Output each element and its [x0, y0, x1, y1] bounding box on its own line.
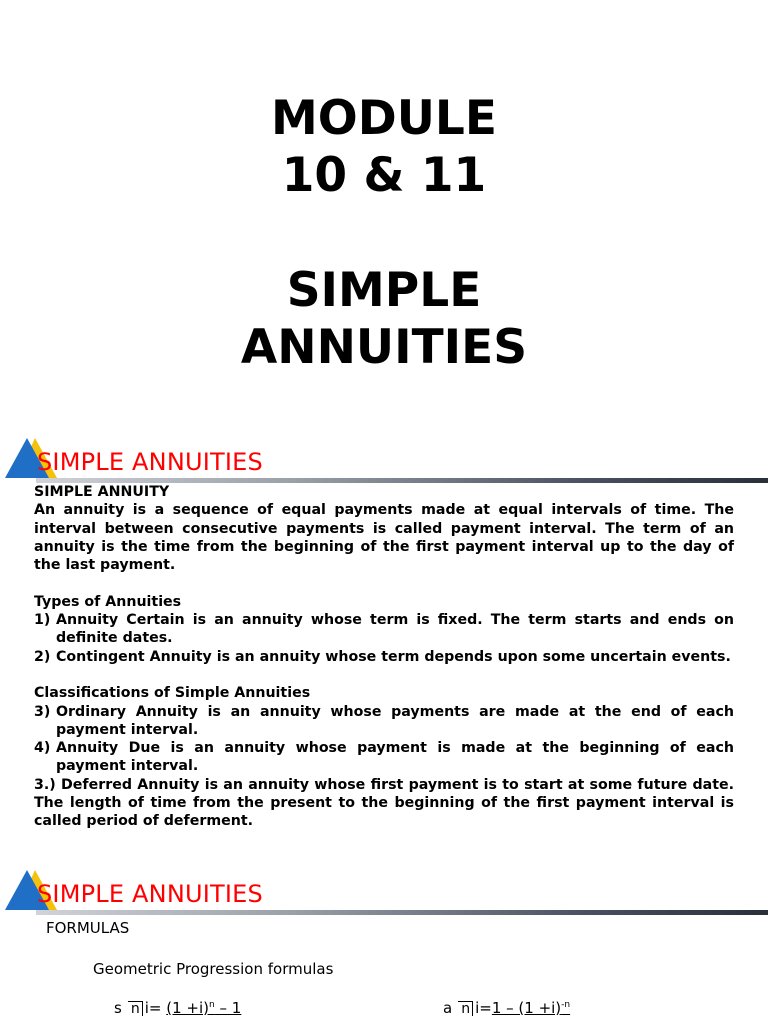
title-slide [0, 0, 768, 430]
formulas-label: FORMULAS [46, 919, 130, 937]
present-value-formula: a n $i=1 - (1 +i)^{-n}$ [443, 999, 571, 1017]
slide-body [34, 483, 734, 831]
section-heading: SIMPLE ANNUITY [34, 484, 170, 500]
types-heading: Types of Annuities [34, 593, 182, 610]
definition-paragraph: An annuity is a sequence of equal payments made at equal intervals of time. The interval between consecutive payments is called payment interval. The term of an annuity is the time from the beginning of the first payment interval up to the day of the last payment. [34, 502, 734, 574]
module-line-1: MODULE [271, 91, 497, 146]
formula-numerator: $1 - (1 +i)^{-n}$ [491, 999, 571, 1017]
slide-title: SIMPLE ANNUITIES [37, 448, 263, 476]
topic-line-2: ANNUITIES [240, 320, 528, 375]
module-title [0, 90, 768, 204]
angle-n-symbol: n [458, 1001, 473, 1016]
types-list [34, 611, 734, 666]
list-item: 2) Contingent Annuity is an annuity whose term depends upon some uncertain events. [34, 648, 731, 665]
slide-title: SIMPLE ANNUITIES [37, 880, 263, 908]
definitions-slide [0, 438, 768, 850]
deferred-paragraph: 3.) Deferred Annuity is an annuity whose first payment is to start at some future date. The length of time from the present to the beginning of the first payment interval is called period of deferment. [34, 776, 734, 830]
slide-header [0, 438, 768, 484]
gp-formulas-label: Geometric Progression formulas [93, 960, 334, 978]
list-item: 3) Ordinary Annuity is an annuity whose payments are made at the end of each payment interval. [34, 703, 734, 738]
list-item: 1) Annuity Certain is an annuity whose term is fixed. The term starts and ends on definite dates. [34, 612, 734, 647]
module-line-2: 10 & 11 [281, 148, 487, 203]
classifications-list [34, 703, 734, 776]
slide-header [0, 870, 768, 916]
formula-numerator: $(1 +i)^n - 1$ [166, 999, 242, 1017]
list-item: 4) Annuity Due is an annuity whose payment is made at the beginning of each payment interval. [34, 740, 734, 775]
topic-title [0, 262, 768, 376]
amount-formula: s n $i= (1 +i)^n - 1$ [114, 999, 242, 1017]
angle-n-symbol: n [128, 1001, 143, 1016]
topic-line-1: SIMPLE [286, 263, 482, 318]
header-divider [36, 910, 768, 915]
classifications-heading: Classifications of Simple Annuities [34, 685, 311, 702]
formulas-slide [0, 870, 768, 1024]
